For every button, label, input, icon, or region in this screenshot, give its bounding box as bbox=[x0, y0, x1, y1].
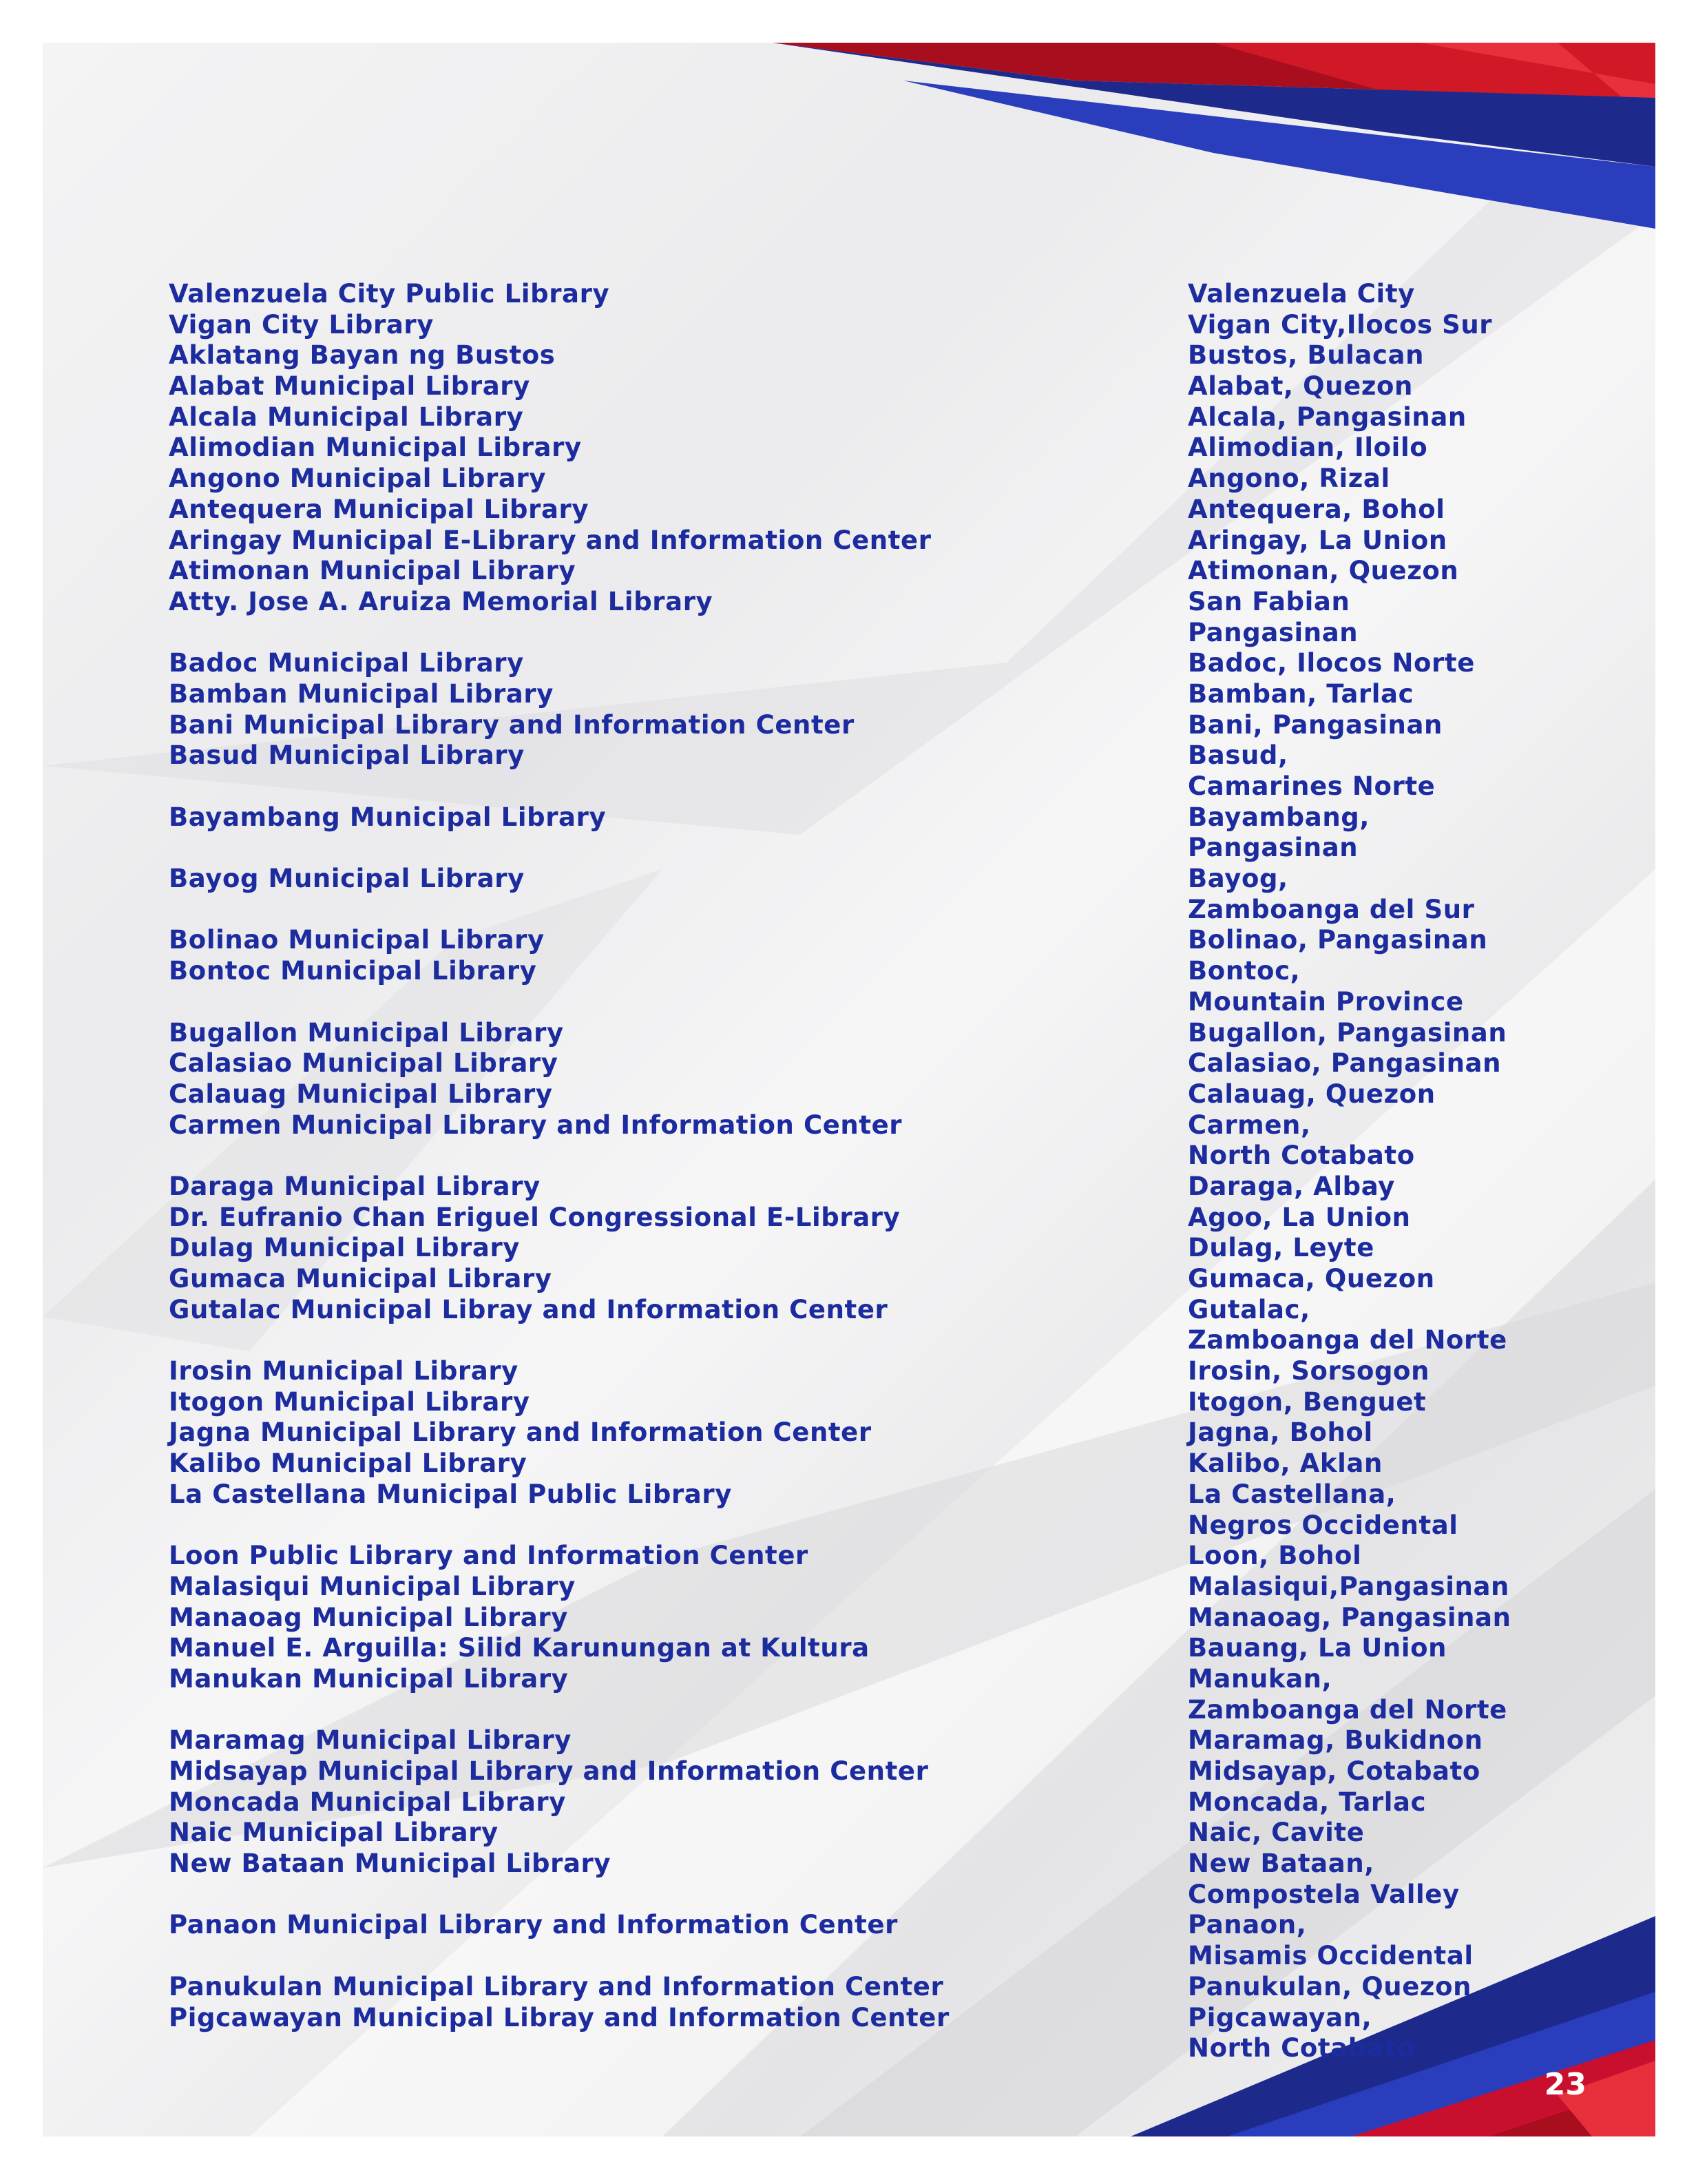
list-item bbox=[43, 1018, 1655, 1049]
library-name: La Castellana Municipal Public Library bbox=[169, 1479, 732, 1509]
list-item bbox=[43, 1787, 1655, 1818]
library-location: Manaoag, Pangasinan bbox=[1188, 1602, 1511, 1632]
library-location: Pangasinan bbox=[1188, 833, 1359, 863]
list-item bbox=[43, 1725, 1655, 1756]
library-name-spacer bbox=[169, 618, 1188, 649]
list-item bbox=[43, 1941, 1655, 1972]
list-item bbox=[43, 956, 1655, 987]
library-name: Bugallon Municipal Library bbox=[169, 1017, 564, 1048]
library-location: Daraga, Albay bbox=[1188, 1171, 1395, 1201]
library-location: Gutalac, bbox=[1188, 1294, 1310, 1324]
library-name: Alcala Municipal Library bbox=[169, 402, 524, 432]
list-item bbox=[43, 833, 1655, 864]
library-location: Zamboanga del Sur bbox=[1188, 894, 1475, 924]
library-name: Manuel E. Arguilla: Silid Karunungan at Kultura bbox=[169, 1633, 870, 1663]
list-item bbox=[43, 1972, 1655, 2003]
library-name: Panukulan Municipal Library and Information Center bbox=[169, 1971, 944, 2001]
list-item bbox=[43, 771, 1655, 802]
list-item bbox=[43, 710, 1655, 741]
library-location: Moncada, Tarlac bbox=[1188, 1787, 1427, 1817]
library-name: Carmen Municipal Library and Information Center bbox=[169, 1110, 903, 1140]
list-item bbox=[43, 1325, 1655, 1356]
list-item bbox=[43, 1572, 1655, 1603]
library-location: Alabat, Quezon bbox=[1188, 371, 1413, 402]
library-location: Manukan, bbox=[1188, 1663, 1332, 1694]
list-item bbox=[43, 987, 1655, 1018]
list-item bbox=[43, 618, 1655, 649]
library-location: Pigcawayan, bbox=[1188, 2002, 1372, 2032]
library-location: Panaon, bbox=[1188, 1910, 1307, 1940]
library-location: Panukulan, Quezon bbox=[1188, 1971, 1472, 2001]
library-location: Bauang, La Union bbox=[1188, 1633, 1447, 1663]
library-name: Alabat Municipal Library bbox=[169, 371, 530, 402]
list-item bbox=[43, 1172, 1655, 1203]
top-right-banner bbox=[773, 43, 1655, 229]
library-location: Bayambang, bbox=[1188, 802, 1370, 832]
list-item bbox=[43, 1695, 1655, 1726]
library-name: Aringay Municipal E-Library and Information Center bbox=[169, 525, 932, 555]
library-name: Moncada Municipal Library bbox=[169, 1787, 566, 1817]
list-item bbox=[43, 1233, 1655, 1264]
library-location: Basud, bbox=[1188, 740, 1288, 771]
library-location: Valenzuela City bbox=[1188, 279, 1415, 309]
list-item bbox=[43, 1510, 1655, 1541]
library-location: Bolinao, Pangasinan bbox=[1188, 925, 1488, 955]
library-location: Bayog, bbox=[1188, 864, 1288, 894]
library-name: Irosin Municipal Library bbox=[169, 1356, 519, 1386]
library-location: Naic, Cavite bbox=[1188, 1818, 1365, 1848]
list-item bbox=[43, 1603, 1655, 1634]
library-name: Bayog Municipal Library bbox=[169, 864, 525, 894]
list-item bbox=[43, 1264, 1655, 1295]
list-item bbox=[43, 2003, 1655, 2034]
document-page bbox=[43, 43, 1655, 2136]
list-item bbox=[43, 464, 1655, 495]
list-item bbox=[43, 1203, 1655, 1234]
library-name: Vigan City Library bbox=[169, 309, 434, 340]
library-name: Daraga Municipal Library bbox=[169, 1171, 541, 1201]
library-location: Pangasinan bbox=[1188, 617, 1359, 647]
library-location: Dulag, Leyte bbox=[1188, 1233, 1374, 1263]
library-location: Bustos, Bulacan bbox=[1188, 340, 1425, 371]
library-name-spacer bbox=[169, 771, 1188, 802]
library-name-spacer bbox=[169, 1510, 1188, 1541]
list-item bbox=[43, 1387, 1655, 1418]
list-item bbox=[43, 1818, 1655, 1849]
list-item bbox=[43, 1633, 1655, 1664]
library-name: Malasiqui Municipal Library bbox=[169, 1571, 576, 1601]
list-item bbox=[43, 648, 1655, 679]
library-name: Atty. Jose A. Aruiza Memorial Library bbox=[169, 586, 713, 616]
list-item bbox=[43, 1479, 1655, 1510]
library-location: Alimodian, Iloilo bbox=[1188, 433, 1428, 463]
library-name: Manaoag Municipal Library bbox=[169, 1602, 568, 1632]
library-name-spacer bbox=[169, 1941, 1188, 1972]
library-location: Irosin, Sorsogon bbox=[1188, 1356, 1430, 1386]
list-item bbox=[43, 895, 1655, 926]
library-location: New Bataan, bbox=[1188, 1849, 1374, 1879]
library-name: Dr. Eufranio Chan Eriguel Congressional E-Library bbox=[169, 1202, 901, 1232]
library-location: Bani, Pangasinan bbox=[1188, 709, 1443, 740]
list-item bbox=[43, 1849, 1655, 1880]
library-name: Naic Municipal Library bbox=[169, 1818, 499, 1848]
library-name: Kalibo Municipal Library bbox=[169, 1448, 527, 1479]
library-location: North Cotabato bbox=[1188, 1141, 1415, 1171]
library-location: Kalibo, Aklan bbox=[1188, 1448, 1383, 1479]
library-name: Bayambang Municipal Library bbox=[169, 802, 607, 832]
library-name: Valenzuela City Public Library bbox=[169, 279, 610, 309]
library-location: Mountain Province bbox=[1188, 986, 1464, 1017]
library-name: Jagna Municipal Library and Information Center bbox=[169, 1417, 872, 1448]
list-item bbox=[43, 1910, 1655, 1941]
list-item bbox=[43, 279, 1655, 310]
list-item bbox=[43, 925, 1655, 956]
library-name-spacer bbox=[169, 1325, 1188, 1356]
library-name-spacer bbox=[169, 895, 1188, 926]
library-location: North Cotabato bbox=[1188, 2033, 1415, 2063]
list-item bbox=[43, 587, 1655, 618]
library-location: Jagna, Bohol bbox=[1188, 1417, 1373, 1448]
library-name: Manukan Municipal Library bbox=[169, 1663, 569, 1694]
list-item bbox=[43, 1664, 1655, 1695]
list-item bbox=[43, 1110, 1655, 1141]
list-item bbox=[43, 1541, 1655, 1572]
library-location: Badoc, Ilocos Norte bbox=[1188, 648, 1475, 678]
library-location: Zamboanga del Norte bbox=[1188, 1694, 1507, 1725]
library-name: Maramag Municipal Library bbox=[169, 1725, 572, 1756]
list-item bbox=[43, 1448, 1655, 1479]
library-name: Gutalac Municipal Libray and Information Center bbox=[169, 1294, 888, 1324]
library-name: Alimodian Municipal Library bbox=[169, 433, 582, 463]
list-item bbox=[43, 1880, 1655, 1911]
library-location: Vigan City,Ilocos Sur bbox=[1188, 309, 1493, 340]
library-name: Gumaca Municipal Library bbox=[169, 1264, 552, 1293]
list-item bbox=[43, 1356, 1655, 1387]
library-location: San Fabian bbox=[1188, 586, 1350, 616]
library-location: Maramag, Bukidnon bbox=[1188, 1725, 1483, 1756]
library-location: Camarines Norte bbox=[1188, 771, 1436, 801]
library-location: Bontoc, bbox=[1188, 956, 1301, 986]
library-name-spacer bbox=[169, 833, 1188, 864]
list-item bbox=[43, 679, 1655, 710]
library-name: Aklatang Bayan ng Bustos bbox=[169, 340, 556, 371]
library-name-spacer bbox=[169, 1141, 1188, 1172]
list-item bbox=[43, 310, 1655, 341]
list-item bbox=[43, 340, 1655, 371]
library-name: Badoc Municipal Library bbox=[169, 648, 524, 678]
list-item bbox=[43, 802, 1655, 833]
list-item bbox=[43, 1141, 1655, 1172]
library-location: La Castellana, bbox=[1188, 1479, 1396, 1509]
library-name: New Bataan Municipal Library bbox=[169, 1849, 611, 1879]
library-name: Atimonan Municipal Library bbox=[169, 556, 576, 586]
library-location: Calasiao, Pangasinan bbox=[1188, 1048, 1502, 1079]
library-location: Calauag, Quezon bbox=[1188, 1079, 1436, 1109]
library-name-spacer bbox=[169, 1695, 1188, 1726]
library-location: Antequera, Bohol bbox=[1188, 494, 1445, 524]
library-location: Bugallon, Pangasinan bbox=[1188, 1017, 1507, 1048]
library-name: Bani Municipal Library and Information Center bbox=[169, 709, 855, 740]
list-item bbox=[43, 1756, 1655, 1787]
library-name: Midsayap Municipal Library and Information Center bbox=[169, 1756, 929, 1786]
list-item bbox=[43, 2033, 1655, 2064]
library-name: Loon Public Library and Information Center bbox=[169, 1541, 808, 1571]
library-name: Basud Municipal Library bbox=[169, 740, 525, 771]
library-location: Aringay, La Union bbox=[1188, 525, 1447, 555]
library-location: Bamban, Tarlac bbox=[1188, 678, 1414, 709]
library-location: Misamis Occidental bbox=[1188, 1941, 1474, 1971]
library-name: Calauag Municipal Library bbox=[169, 1079, 553, 1109]
library-name: Itogon Municipal Library bbox=[169, 1386, 530, 1417]
list-item bbox=[43, 371, 1655, 402]
library-name: Panaon Municipal Library and Information Center bbox=[169, 1910, 898, 1940]
library-name: Dulag Municipal Library bbox=[169, 1233, 521, 1263]
library-name-spacer bbox=[169, 1880, 1188, 1911]
library-name: Antequera Municipal Library bbox=[169, 494, 589, 524]
list-item bbox=[43, 1079, 1655, 1110]
library-location: Negros Occidental bbox=[1188, 1510, 1458, 1540]
library-directory-list bbox=[43, 279, 1655, 2064]
list-item bbox=[43, 1417, 1655, 1448]
list-item bbox=[43, 864, 1655, 895]
list-item bbox=[43, 1048, 1655, 1079]
library-location: Malasiqui,Pangasinan bbox=[1188, 1571, 1509, 1601]
library-location: Angono, Rizal bbox=[1188, 464, 1390, 494]
list-item bbox=[43, 740, 1655, 771]
library-location: Gumaca, Quezon bbox=[1188, 1264, 1435, 1293]
list-item bbox=[43, 556, 1655, 587]
library-location: Zamboanga del Norte bbox=[1188, 1325, 1507, 1355]
library-location: Agoo, La Union bbox=[1188, 1202, 1411, 1232]
list-item bbox=[43, 1295, 1655, 1326]
list-item bbox=[43, 526, 1655, 557]
library-location: Atimonan, Quezon bbox=[1188, 556, 1459, 586]
library-location: Carmen, bbox=[1188, 1110, 1311, 1140]
list-item bbox=[43, 495, 1655, 526]
library-location: Compostela Valley bbox=[1188, 1879, 1460, 1909]
list-item bbox=[43, 402, 1655, 433]
library-location: Itogon, Benguet bbox=[1188, 1386, 1427, 1417]
library-name: Bolinao Municipal Library bbox=[169, 925, 545, 955]
library-name: Bamban Municipal Library bbox=[169, 678, 554, 709]
library-location: Midsayap, Cotabato bbox=[1188, 1756, 1480, 1786]
library-name-spacer bbox=[169, 987, 1188, 1018]
page-number: 23 bbox=[1544, 2067, 1586, 2102]
library-name: Angono Municipal Library bbox=[169, 464, 547, 494]
library-name: Calasiao Municipal Library bbox=[169, 1048, 558, 1079]
list-item bbox=[43, 433, 1655, 464]
library-name: Bontoc Municipal Library bbox=[169, 956, 537, 986]
library-location: Alcala, Pangasinan bbox=[1188, 402, 1467, 432]
library-name: Pigcawayan Municipal Libray and Information Center bbox=[169, 2002, 950, 2032]
library-location: Loon, Bohol bbox=[1188, 1541, 1362, 1571]
library-name-spacer bbox=[169, 2033, 1188, 2064]
